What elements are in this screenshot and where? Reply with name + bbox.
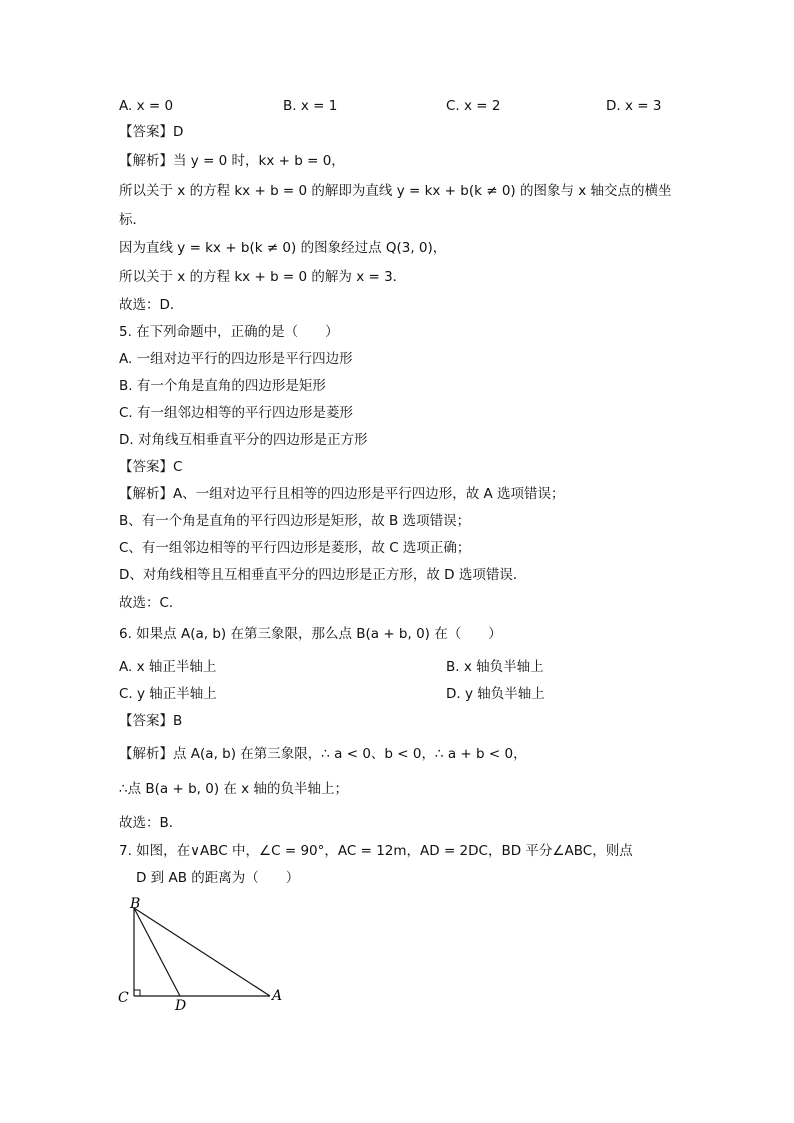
q6-stem: 6. 如果点 A(a, b) 在第三象限，那么点 B(a + b, 0) 在（ ） (119, 626, 502, 642)
q5-option-a: A. 一组对边平行的四边形是平行四边形 (119, 351, 353, 367)
triangle-figure (112, 892, 292, 1014)
q5-analysis-3: C、有一组邻边相等的平行四边形是菱形，故 C 选项正确； (119, 540, 471, 556)
label-c: C (118, 990, 129, 1006)
q4-option-d: D. x = 3 (606, 98, 662, 114)
q6-option-d: D. y 轴负半轴上 (446, 686, 545, 702)
right-angle-mark (134, 990, 140, 996)
q6-option-b: B. x 轴负半轴上 (446, 659, 544, 675)
q5-analysis-5: 故选：C． (119, 595, 183, 611)
segment-bd (134, 908, 180, 996)
q5-option-b: B. 有一个角是直角的四边形是矩形 (119, 378, 326, 394)
side-ab (134, 908, 270, 996)
q5-analysis-1: 【解析】A、一组对边平行且相等的四边形是平行四边形，故 A 选项错误； (119, 486, 565, 502)
label-d: D (175, 998, 187, 1014)
q5-option-d: D. 对角线互相垂直平分的四边形是正方形 (119, 432, 368, 448)
q4-answer: 【答案】D (119, 124, 184, 140)
q4-analysis-6: 故选：D． (119, 297, 184, 313)
q6-analysis-1: 【解析】点 A(a, b) 在第三象限，∴ a < 0、b < 0，∴ a + b < 0， (119, 746, 527, 762)
q4-option-c: C. x = 2 (446, 98, 501, 114)
q6-answer: 【答案】B (119, 713, 183, 729)
q4-analysis-4: 因为直线 y = kx + b(k ≠ 0) 的图象经过点 Q(3, 0)， (119, 240, 447, 256)
q7-stem-line1: 7. 如图，在∨ABC 中，∠C = 90°，AC = 12m，AD = 2DC，BD 平分∠ABC，则点 (119, 843, 633, 859)
q5-stem: 5. 在下列命题中，正确的是（ ） (119, 324, 339, 340)
q4-analysis-2: 所以关于 x 的方程 kx + b = 0 的解即为直线 y = kx + b(k ≠ 0) 的图象与 x 轴交点的横坐 (119, 183, 672, 199)
q5-analysis-4: D、对角线相等且互相垂直平分的四边形是正方形，故 D 选项错误． (119, 567, 527, 583)
q6-analysis-2: ∴点 B(a + b, 0) 在 x 轴的负半轴上； (119, 781, 348, 797)
q4-analysis-1: 【解析】当 y = 0 时，kx + b = 0， (119, 153, 345, 169)
label-a: A (272, 988, 283, 1004)
q5-analysis-2: B、有一个角是直角的平行四边形是矩形，故 B 选项错误； (119, 513, 471, 529)
q6-analysis-3: 故选：B． (119, 815, 183, 831)
q4-analysis-5: 所以关于 x 的方程 kx + b = 0 的解为 x = 3． (119, 269, 407, 285)
q7-stem-line2: D 到 AB 的距离为（ ） (136, 870, 300, 886)
q4-analysis-3: 标． (119, 212, 146, 228)
q6-option-c: C. y 轴正半轴上 (119, 686, 217, 702)
q4-option-b: B. x = 1 (283, 98, 338, 114)
q4-option-a: A. x = 0 (119, 98, 174, 114)
q5-answer: 【答案】C (119, 459, 183, 475)
q5-option-c: C. 有一组邻边相等的平行四边形是菱形 (119, 405, 354, 421)
q6-option-a: A. x 轴正半轴上 (119, 659, 217, 675)
label-b: B (130, 896, 141, 912)
